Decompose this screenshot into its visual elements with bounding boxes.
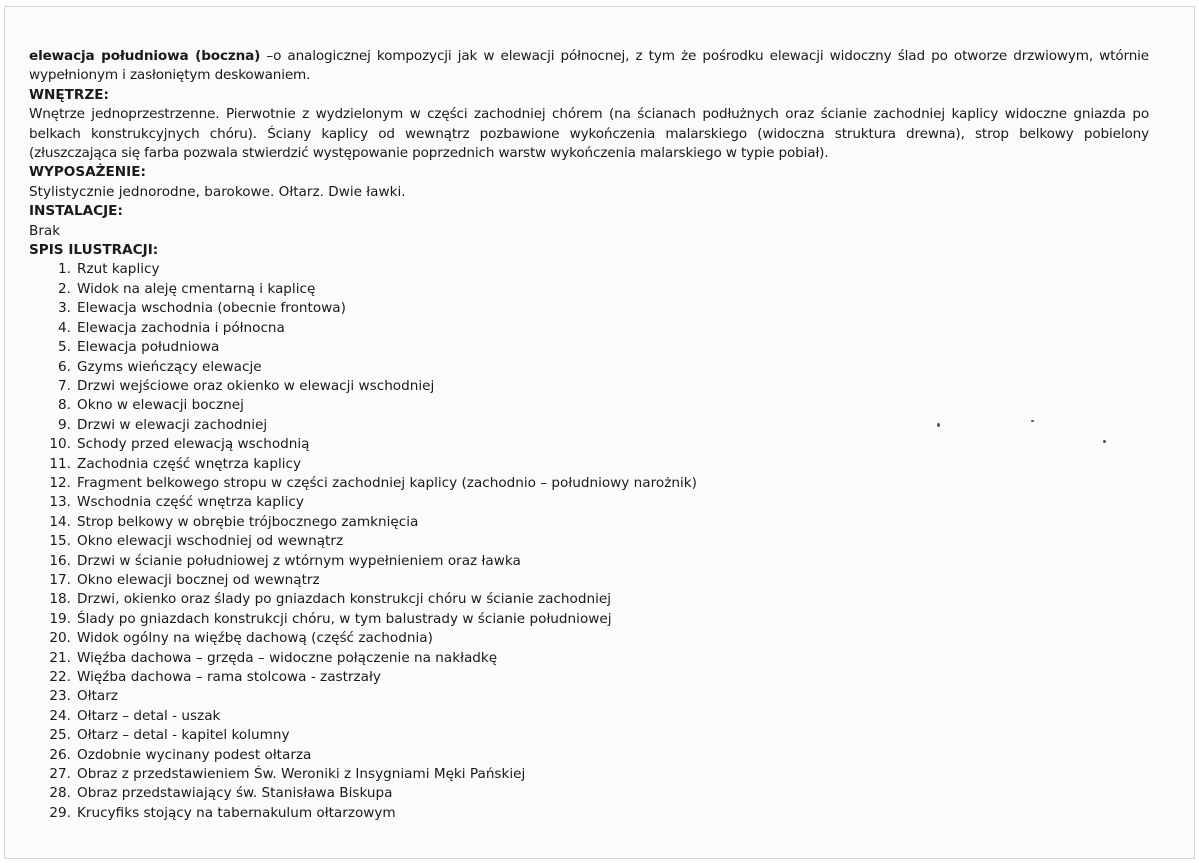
list-item (29, 260, 1149, 279)
list-item-label: Drzwi, okienko oraz ślady po gniazdach konstrukcji chóru w ścianie zachodniej (77, 591, 611, 608)
list-item-label: Ołtarz – detal - uszak (77, 707, 221, 724)
list-item-number: 18. (49, 591, 71, 608)
list-item (29, 474, 1149, 493)
list-item (29, 746, 1149, 765)
list-item-number: 20. (49, 630, 71, 647)
list-item (29, 726, 1149, 745)
list-item-number: 6. (58, 358, 71, 375)
list-item (29, 280, 1149, 299)
list-item (29, 649, 1149, 668)
list-item-label: Elewacja południowa (77, 339, 220, 356)
list-item (29, 590, 1149, 609)
list-item (29, 513, 1149, 532)
interior-text: Wnętrze jednoprzestrzenne. Pierwotnie z wydzielonym w części zachodniej chórem (na ścianach podłużnych oraz ścianie zachodniej kaplicy widoczne gniazda po belkach konstrukcyjnych chóru). Ściany kaplicy od wewnątrz pozbawione wykończenia malarskiego (widoczna struktura drewna), strop belkowy pobielony (złuszczająca się farba pozwala stwierdzić występowanie poprzednich warstw wykończenia malarskiego w typie pobiał). (29, 106, 1149, 162)
list-item (29, 629, 1149, 648)
list-item-label: Widok ogólny na więźbę dachową (część zachodnia) (77, 630, 433, 647)
list-item-label: Drzwi wejściowe oraz okienko w elewacji wschodniej (77, 377, 435, 394)
list-item (29, 377, 1149, 396)
list-item-number: 8. (58, 397, 71, 414)
list-item (29, 784, 1149, 803)
list-item-label: Gzyms wieńczący elewacje (77, 358, 262, 375)
list-item-label: Zachodnia część wnętrza kaplicy (77, 455, 302, 472)
list-item-label: Rzut kaplicy (77, 261, 160, 278)
list-item-number: 16. (49, 552, 71, 569)
list-item-label: Ołtarz (77, 688, 118, 705)
furnishings-heading: WYPOSAŻENIE: (29, 164, 146, 181)
illustrations-heading: SPIS ILUSTRACJI: (29, 242, 159, 259)
installations-heading: INSTALACJE: (29, 203, 123, 220)
list-item-number: 14. (49, 513, 71, 530)
list-item-number: 13. (49, 494, 71, 511)
south-elevation-paragraph (29, 47, 1149, 86)
list-item-number: 27. (49, 766, 71, 783)
list-item-label: Strop belkowy w obrębie trójbocznego zamknięcia (77, 513, 419, 530)
scan-speck (1103, 440, 1106, 443)
list-item-label: Okno w elewacji bocznej (77, 397, 244, 414)
list-item (29, 358, 1149, 377)
list-item-label: Okno elewacji wschodniej od wewnątrz (77, 533, 344, 550)
furnishings-text: Stylistycznie jednorodne, barokowe. Ołtarz. Dwie ławki. (29, 183, 406, 200)
list-item (29, 552, 1149, 571)
list-item-number: 9. (58, 416, 71, 433)
list-item (29, 610, 1149, 629)
list-item (29, 338, 1149, 357)
list-item (29, 455, 1149, 474)
list-item-number: 2. (58, 280, 71, 297)
list-item-label: Ślady po gniazdach konstrukcji chóru, w tym balustrady w ścianie południowej (77, 610, 612, 627)
south-elevation-title: elewacja południowa (boczna) (29, 48, 261, 64)
list-item-number: 17. (49, 571, 71, 588)
installations-text: Brak (29, 222, 61, 239)
list-item-label: Widok na aleję cmentarną i kaplicę (77, 280, 316, 297)
list-item-label: Obraz z przedstawieniem Św. Weroniki z Insygniami Męki Pańskiej (77, 766, 526, 783)
list-item (29, 493, 1149, 512)
scan-speck (1031, 420, 1034, 422)
list-item (29, 532, 1149, 551)
document-content (29, 47, 1149, 823)
list-item-number: 28. (49, 785, 71, 802)
list-item-number: 3. (58, 300, 71, 317)
list-item-label: Ołtarz – detal - kapitel kolumny (77, 727, 290, 744)
list-item-number: 12. (49, 474, 71, 491)
list-item (29, 435, 1149, 454)
list-item-label: Okno elewacji bocznej od wewnątrz (77, 571, 320, 588)
list-item-number: 7. (58, 377, 71, 394)
list-item (29, 668, 1149, 687)
list-item-number: 5. (58, 339, 71, 356)
list-item-label: Wschodnia część wnętrza kaplicy (77, 494, 304, 511)
list-item-label: Krucyfiks stojący na tabernakulum ołtarzowym (77, 804, 396, 821)
list-item-number: 19. (49, 610, 71, 627)
document-page (4, 6, 1195, 859)
interior-heading: WNĘTRZE: (29, 86, 109, 103)
list-item-number: 10. (49, 436, 71, 453)
list-item-number: 24. (49, 707, 71, 724)
list-item-number: 4. (58, 319, 71, 336)
list-item (29, 416, 1149, 435)
list-item-number: 21. (49, 649, 71, 666)
list-item (29, 765, 1149, 784)
list-item-label: Schody przed elewacją wschodnią (77, 436, 310, 453)
list-item (29, 687, 1149, 706)
list-item-label: Obraz przedstawiający św. Stanisława Biskupa (77, 785, 393, 802)
list-item-label: Więźba dachowa – grzęda – widoczne połączenie na nakładkę (77, 649, 498, 666)
list-item-number: 23. (49, 688, 71, 705)
list-item-number: 11. (49, 455, 71, 472)
list-item-label: Elewacja zachodnia i północna (77, 319, 285, 336)
list-item (29, 396, 1149, 415)
list-item (29, 319, 1149, 338)
list-item-label: Fragment belkowego stropu w części zachodniej kaplicy (zachodnio – południowy narożnik) (77, 474, 697, 491)
list-item-number: 1. (58, 261, 71, 278)
list-item-label: Drzwi w elewacji zachodniej (77, 416, 268, 433)
scan-speck (937, 423, 940, 427)
list-item-label: Elewacja wschodnia (obecnie frontowa) (77, 300, 346, 317)
list-item-number: 29. (49, 804, 71, 821)
list-item-label: Ozdobnie wycinany podest ołtarza (77, 746, 312, 763)
list-item (29, 707, 1149, 726)
list-item-number: 26. (49, 746, 71, 763)
south-elevation-text: –o analogicznej kompozycji jak w elewacji północnej, z tym że pośrodku elewacji widoczny ślad po otworze drzwiowym, wtórnie wypełnionym i zasłoniętym deskowaniem. (29, 48, 1150, 84)
list-item-number: 15. (49, 533, 71, 550)
list-item-number: 22. (49, 669, 71, 685)
list-item (29, 299, 1149, 318)
list-item-label: Drzwi w ścianie południowej z wtórnym wypełnieniem oraz ławka (77, 552, 521, 569)
list-item-label: Więźba dachowa – rama stolcowa - zastrzały (77, 669, 381, 685)
illustrations-list (29, 260, 1149, 823)
list-item (29, 571, 1149, 590)
list-item-number: 25. (49, 727, 71, 744)
list-item (29, 804, 1149, 823)
